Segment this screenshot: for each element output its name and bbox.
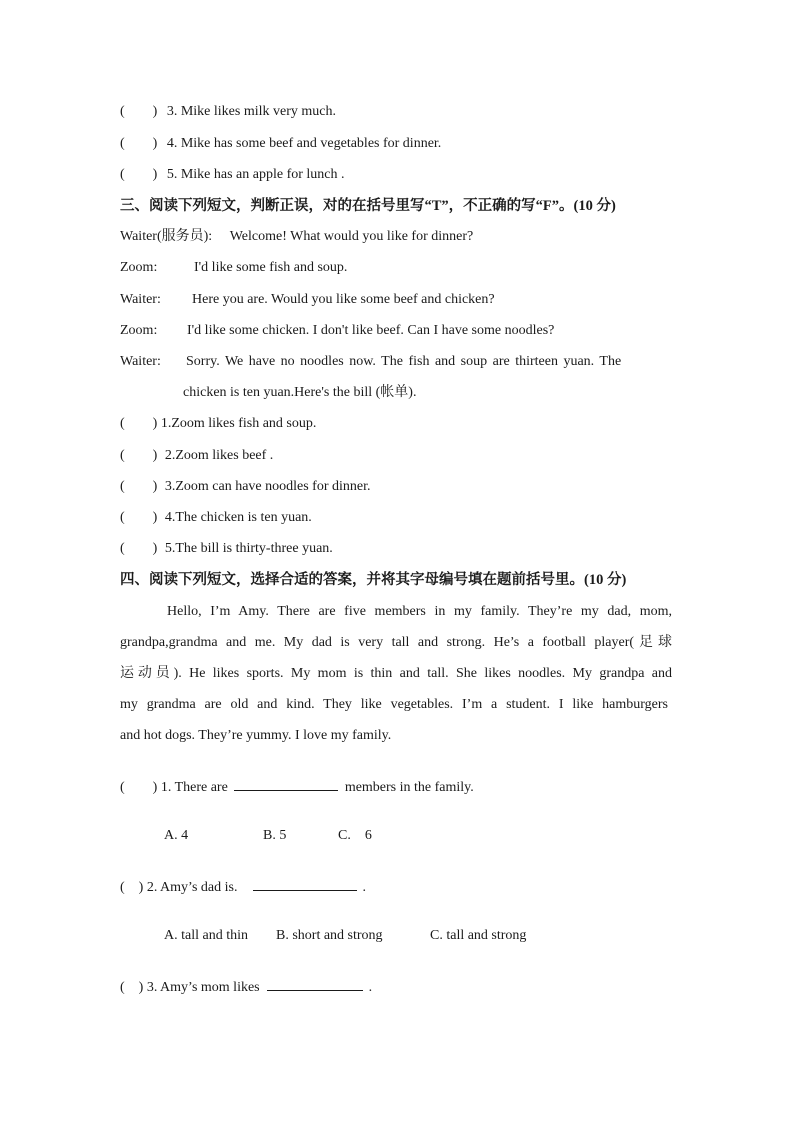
dialogue-line <box>120 290 161 310</box>
question-text-after: . <box>368 980 373 995</box>
passage-line: and hot dogs. They’re yummy. I love my family. <box>120 728 392 743</box>
question-text: 4. Mike has some beef and vegetables for dinner. <box>166 136 442 151</box>
question-item <box>120 102 336 122</box>
speaker-label: Waiter(服务员): <box>120 229 213 244</box>
option-c[interactable]: C. 6 <box>338 828 372 843</box>
question-text: 5. Mike has an apple for lunch . <box>166 167 345 182</box>
answer-parentheses[interactable]: ( ) <box>120 980 144 995</box>
dialogue-line <box>120 258 157 278</box>
passage-line: Hello, I’m Amy. There are five members in my family. They’re my dad, mom, <box>167 604 672 619</box>
question-item <box>120 976 372 998</box>
speaker-label: Zoom: <box>120 260 158 275</box>
dialogue-text: Welcome! What would you like for dinner? <box>229 229 474 244</box>
dialogue-text: Sorry. We have no noodles now. The fish and soup are thirteen yuan. The <box>186 354 622 369</box>
question-item <box>120 414 316 434</box>
answer-blank[interactable] <box>234 776 338 791</box>
answer-parentheses[interactable]: ( ) <box>120 780 158 795</box>
question-item <box>120 876 366 898</box>
dialogue-line <box>120 227 473 247</box>
section-heading: 四、阅读下列短文，选择合适的答案，并将其字母编号填在题前括号里。(10 分) <box>120 572 627 588</box>
answer-parentheses[interactable]: ( ) <box>120 479 158 494</box>
option-a[interactable]: A. tall and thin <box>164 928 248 943</box>
question-text-after: . <box>362 880 366 895</box>
passage-line: 运动员). He likes sports. My mom is thin and tall. She likes noodles. My grandpa and <box>120 666 672 681</box>
option-a[interactable]: A. 4 <box>164 828 189 843</box>
question-item <box>120 446 273 466</box>
question-text: 4.The chicken is ten yuan. <box>164 510 312 525</box>
question-text: 5.The bill is thirty-three yuan. <box>164 541 333 556</box>
answer-parentheses[interactable]: ( ) <box>120 136 158 151</box>
passage-line: my grandma are old and kind. They like vegetables. I’m a student. I like hamburgers <box>120 697 668 712</box>
question-text: 1. There are <box>160 780 228 795</box>
speaker-label: Waiter: <box>120 354 161 369</box>
dialogue-text: Here you are. Would you like some beef and chicken? <box>192 292 495 307</box>
question-text: 3. Amy’s mom likes <box>146 980 260 995</box>
option-b[interactable]: B. 5 <box>263 828 287 843</box>
passage-line: grandpa,grandma and me. My dad is very tall and strong. He’s a football player(足球 <box>120 635 672 650</box>
section-heading: 三、阅读下列短文，判断正误，对的在括号里写“T”，不正确的写“F”。(10 分) <box>120 198 616 214</box>
dialogue-line <box>120 321 157 341</box>
answer-blank[interactable] <box>267 976 363 991</box>
speaker-label: Waiter: <box>120 292 161 307</box>
question-item <box>120 165 345 185</box>
answer-parentheses[interactable]: ( ) <box>120 416 158 431</box>
answer-blank[interactable] <box>253 876 357 891</box>
answer-parentheses[interactable]: ( ) <box>120 167 158 182</box>
question-text: 2.Zoom likes beef . <box>164 448 274 463</box>
speaker-label: Zoom: <box>120 323 158 338</box>
question-text: 3.Zoom can have noodles for dinner. <box>164 479 371 494</box>
answer-parentheses[interactable]: ( ) <box>120 104 158 119</box>
question-item <box>120 539 333 559</box>
dialogue-text-continued: chicken is ten yuan.Here's the bill (帐单). <box>183 385 417 400</box>
question-text: 3. Mike likes milk very much. <box>166 104 336 119</box>
question-item <box>120 477 371 497</box>
option-c[interactable]: C. tall and strong <box>430 928 527 943</box>
dialogue-text: I'd like some fish and soup. <box>194 260 348 275</box>
question-text: 1.Zoom likes fish and soup. <box>160 416 317 431</box>
dialogue-text: I'd like some chicken. I don't like beef. Can I have some noodles? <box>187 323 555 338</box>
question-text-after: members in the family. <box>344 780 474 795</box>
answer-parentheses[interactable]: ( ) <box>120 448 158 463</box>
question-item <box>120 508 312 528</box>
option-b[interactable]: B. short and strong <box>276 928 383 943</box>
answer-parentheses[interactable]: ( ) <box>120 510 158 525</box>
answer-parentheses[interactable]: ( ) <box>120 880 144 895</box>
question-item <box>120 776 474 798</box>
question-text: 2. Amy’s dad is. <box>146 880 238 895</box>
question-item <box>120 134 441 154</box>
dialogue-line <box>120 352 161 372</box>
answer-parentheses[interactable]: ( ) <box>120 541 158 556</box>
